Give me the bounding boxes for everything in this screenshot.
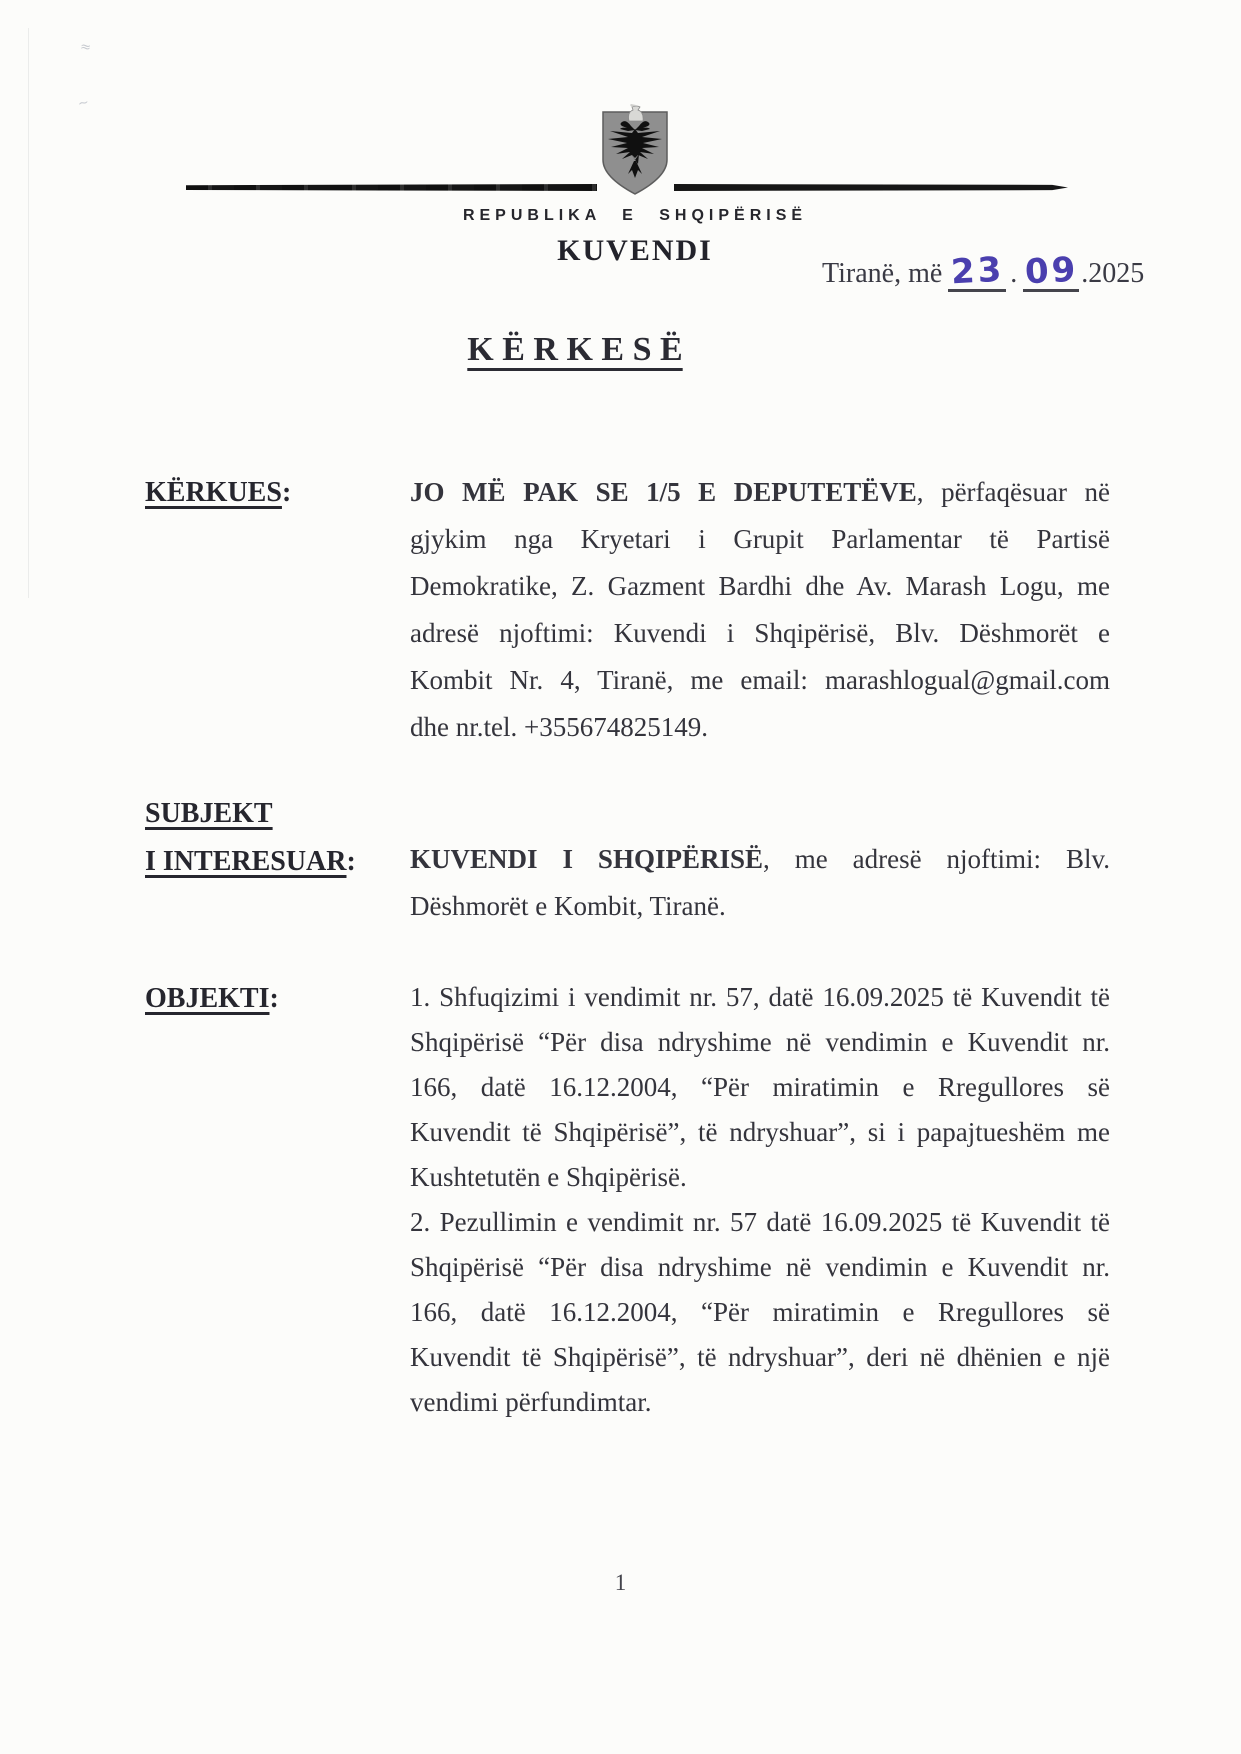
body-line: Kuvendit të Shqipërisë”, të ndryshuar”, si i papajtueshëm me: [410, 1117, 1110, 1147]
scan-artifact-mark: ~: [76, 95, 91, 112]
dateline-separator: .: [1010, 258, 1018, 289]
body-line: 1. Shfuqizimi i vendimit nr. 57, datë 16.09.2025 të Kuvendit të: [410, 982, 1110, 1012]
section-label-i-interesuar: I INTERESUAR:: [145, 846, 356, 877]
body-line: gjykim nga Kryetari i Grupit Parlamentar të Partisë: [410, 524, 1110, 554]
body-line: adresë njoftimi: Kuvendi i Shqipërisë, Blv. Dëshmorët e: [410, 618, 1110, 648]
header-rule-left: [186, 184, 597, 191]
dateline-year: 2025: [1088, 258, 1145, 289]
dateline: [822, 249, 1145, 293]
body-line: Kombit Nr. 4, Tiranë, me email: marashlogual@gmail.com: [410, 665, 1110, 695]
handwritten-month-field: [1023, 249, 1079, 293]
page-number: 1: [614, 1570, 627, 1595]
republic-heading: REPUBLIKA E SHQIPËRISË: [462, 207, 808, 224]
body-line: Kushtetutën e Shqipërisë.: [410, 1162, 687, 1192]
body-line: Demokratike, Z. Gazment Bardhi dhe Av. Marash Logu, me: [410, 571, 1110, 601]
objekti-body: [410, 975, 1110, 1425]
body-line: dhe nr.tel. +355674825149.: [410, 712, 708, 742]
handwritten-day-field: [948, 249, 1006, 293]
section-label-objekti: OBJEKTI:: [145, 983, 279, 1014]
handwritten-day: 23: [949, 249, 1005, 293]
body-line: JO MË PAK SE 1/5 E DEPUTETËVE, përfaqësuar në: [410, 477, 1110, 507]
body-line: Dëshmorët e Kombit, Tiranë.: [410, 891, 726, 921]
body-line: vendimi përfundimtar.: [410, 1387, 652, 1417]
handwritten-month: 09: [1023, 249, 1079, 293]
body-line: Shqipërisë “Për disa ndryshime në vendimin e Kuvendit nr.: [410, 1252, 1110, 1282]
document-title: K Ë R K E S Ë: [467, 331, 683, 368]
section-label-kerkues: KËRKUES:: [145, 477, 292, 508]
kerkues-body: [410, 469, 1110, 751]
scan-artifact-mark: ≈: [79, 39, 92, 56]
institution-heading: KUVENDI: [557, 234, 713, 267]
header-rule-right: [674, 184, 1068, 191]
scan-artifact-line: [28, 28, 29, 598]
dateline-separator: .: [1081, 258, 1089, 289]
body-line: Kuvendit të Shqipërisë”, të ndryshuar”, deri në dhënien e një: [410, 1342, 1110, 1372]
albanian-eagle-emblem-icon: [598, 104, 672, 198]
body-line: 166, datë 16.12.2004, “Për miratimin e Rregullores së: [410, 1072, 1110, 1102]
subjekt-body: [410, 836, 1110, 930]
body-line: Shqipërisë “Për disa ndryshime në vendimin e Kuvendit nr.: [410, 1027, 1110, 1057]
body-line: 166, datë 16.12.2004, “Për miratimin e Rregullores së: [410, 1297, 1110, 1327]
section-label-subjekt: SUBJEKT: [145, 798, 273, 829]
body-line: KUVENDI I SHQIPËRISË, me adresë njoftimi: Blv.: [410, 844, 1110, 874]
dateline-prefix: Tiranë, më: [822, 258, 943, 289]
body-line: 2. Pezullimin e vendimit nr. 57 datë 16.09.2025 të Kuvendit të: [410, 1207, 1110, 1237]
